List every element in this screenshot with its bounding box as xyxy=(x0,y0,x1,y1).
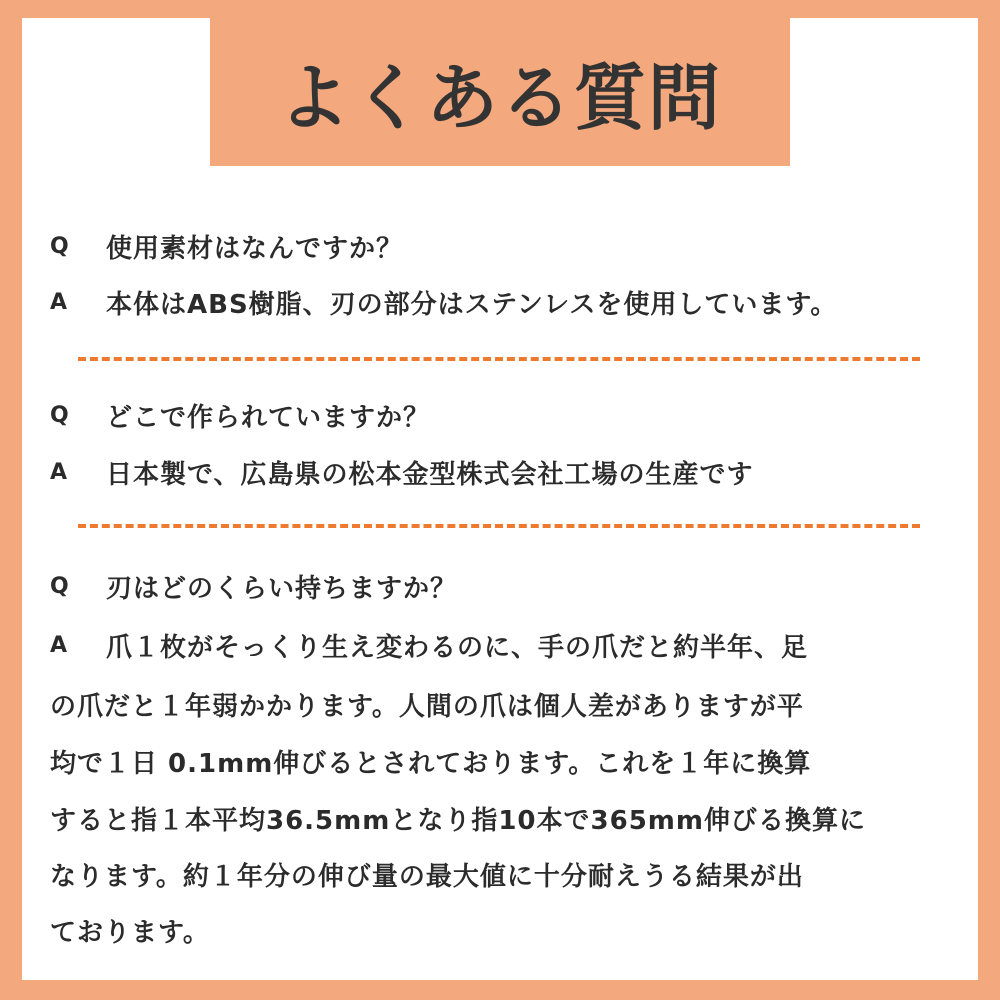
divider-1 xyxy=(78,357,920,361)
a-marker: A xyxy=(50,289,68,315)
a-marker: A xyxy=(50,459,68,485)
faq-3-answer-line-3-row xyxy=(50,741,811,781)
faq-3-answer-line-4: すると指１本平均36.5mmとなり指10本で365mm伸びる換算に xyxy=(50,805,866,836)
faq-3-answer-row xyxy=(50,625,808,665)
faq-3-answer-line-4-row xyxy=(50,798,866,838)
faq-1-question: 使用素材はなんですか？ xyxy=(106,233,404,264)
faq-2-question-row xyxy=(50,395,430,435)
q-marker: Q xyxy=(50,573,69,599)
faq-3-answer-line-1: 爪１枚がそっくり生え変わるのに、手の爪だと約半年、足 xyxy=(106,632,809,663)
faq-3-answer-line-6-row xyxy=(50,910,210,950)
faq-2-answer-line-1: 日本製で、広島県の松本金型株式会社工場の生産です xyxy=(106,459,754,490)
a-marker: A xyxy=(50,632,68,658)
faq-1-question-row xyxy=(50,226,403,266)
faq-1-answer-line-1: 本体はABS樹脂、刃の部分はステンレスを使用しています。 xyxy=(106,289,838,320)
divider-2 xyxy=(78,524,920,528)
title-banner xyxy=(210,18,790,166)
faq-3-answer-line-5: なります。約１年分の伸び量の最大値に十分耐えうる結果が出 xyxy=(50,861,804,892)
faq-2-answer-row xyxy=(50,452,753,492)
page-title: よくある質問 xyxy=(277,56,722,140)
faq-3-answer-line-5-row xyxy=(50,854,804,894)
faq-1-answer-row xyxy=(50,282,837,322)
faq-3-answer-line-6: ております。 xyxy=(50,917,210,948)
q-marker: Q xyxy=(50,233,69,259)
faq-3-question-row xyxy=(50,566,457,606)
faq-3-answer-line-2: の爪だと１年弱かかります。人間の爪は個人差がありますが平 xyxy=(50,691,804,722)
faq-3-question: 刃はどのくらい持ちますか？ xyxy=(106,573,458,604)
faq-3-answer-line-2-row xyxy=(50,684,804,724)
faq-2-question: どこで作られていますか？ xyxy=(106,402,431,433)
q-marker: Q xyxy=(50,402,69,428)
faq-3-answer-line-3: 均で１日 0.1mm伸びるとされております。これを１年に換算 xyxy=(50,748,812,779)
